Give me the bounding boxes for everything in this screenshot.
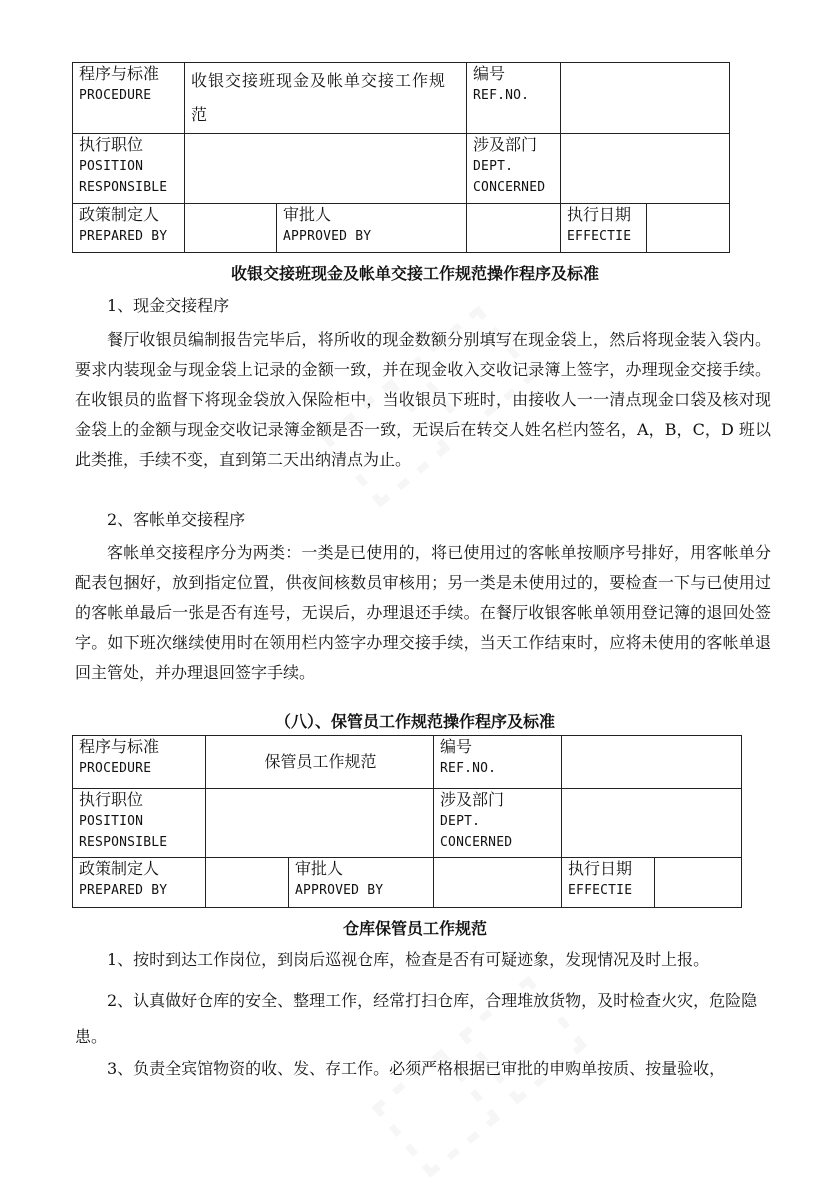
dept-label-cell bbox=[434, 789, 562, 858]
approved-value-cell bbox=[467, 204, 561, 253]
refno-label-cell bbox=[467, 63, 561, 134]
prepared-label-zh: 政策制定人 bbox=[79, 859, 160, 878]
procedure-label-cell bbox=[73, 63, 185, 134]
dept-label-zh: 涉及部门 bbox=[440, 790, 505, 809]
position-value-cell bbox=[206, 789, 434, 858]
prepared-label-en: PREPARED BY bbox=[79, 229, 168, 244]
procedure-label-en: PROCEDURE bbox=[79, 761, 152, 776]
procedure-title-cell bbox=[206, 736, 434, 789]
approved-label-en: APPROVED BY bbox=[295, 883, 384, 898]
refno-value-cell bbox=[562, 736, 742, 789]
procedure-table-1 bbox=[72, 62, 730, 253]
position-label-en1: POSITION bbox=[79, 814, 144, 829]
approved-label-en: APPROVED BY bbox=[283, 229, 372, 244]
procedure-title: 保管员工作规范 bbox=[264, 751, 377, 771]
section-title: 1、现金交接程序 bbox=[107, 296, 230, 315]
procedure-label-en: PROCEDURE bbox=[79, 88, 152, 103]
effective-label-zh: 执行日期 bbox=[568, 859, 633, 878]
refno-label-cell bbox=[434, 736, 562, 789]
prepared-value-cell bbox=[185, 204, 277, 253]
position-label-en1: POSITION bbox=[79, 159, 144, 174]
prepared-label-en: PREPARED BY bbox=[79, 883, 168, 898]
approved-label-zh: 审批人 bbox=[283, 205, 332, 224]
section-heading: 仓库保管员工作规范 bbox=[342, 919, 487, 938]
prepared-label-zh: 政策制定人 bbox=[79, 205, 160, 224]
position-label-cell bbox=[73, 789, 206, 858]
paragraph: 客帐单交接程序分为两类：一类是已使用的，将已使用过的客帐单按顺序号排好，用客帐单分配表包捆好，放到指定位置，供夜间核数员审核用；另一类是未使用过的，要检查一下与已使用过的客帐单最后一张是否有连号，无误后，办理退还手续。在餐厅收银客帐单领用登记簿的退回处签字。如下班次继续使用时在领用栏内签字办理交接手续，当天工作结束时，应将未使用的客帐单退回主管处，并办理退回签字手续。 bbox=[75, 543, 771, 682]
procedure-title: 收银交接班现金及帐单交接工作规范 bbox=[191, 71, 447, 124]
rule-item-text: 2、认真做好仓库的安全、整理工作，经常打扫仓库，合理堆放货物，及时检查火灾，危险隐患。 bbox=[75, 991, 758, 1046]
prepared-value-cell bbox=[206, 858, 289, 908]
effective-value-cell bbox=[655, 858, 742, 908]
dept-label-cell bbox=[467, 134, 561, 204]
procedure-label-zh: 程序与标准 bbox=[79, 64, 160, 83]
dept-label-zh: 涉及部门 bbox=[473, 135, 538, 154]
rule-item: 3、负责全宾馆物资的收、发、存工作。必须严格根据已审批的申购单按质、按量验收， bbox=[107, 1059, 726, 1078]
approved-label-cell bbox=[277, 204, 467, 253]
effective-label-en: EFFECTIE bbox=[567, 229, 632, 244]
approved-value-cell bbox=[434, 858, 562, 908]
procedure-label-cell bbox=[73, 736, 206, 789]
refno-label-en: REF.NO. bbox=[440, 761, 497, 776]
effective-value-cell bbox=[647, 204, 730, 253]
position-label-en2: RESPONSIBLE bbox=[79, 180, 168, 195]
refno-label-zh: 编号 bbox=[440, 737, 473, 756]
rule-item bbox=[75, 983, 771, 1055]
position-label-zh: 执行职位 bbox=[79, 790, 144, 809]
effective-label-zh: 执行日期 bbox=[567, 205, 632, 224]
position-label-cell bbox=[73, 134, 185, 204]
paragraph: 餐厅收银员编制报告完毕后，将所收的现金数额分别填写在现金袋上，然后将现金装入袋内。要求内装现金与现金袋上记录的金额一致，并在现金收入交收记录簿上签字，办理现金交接手续。在收银员的监督下将现金袋放入保险柜中，当收银员下班时，由接收人一一清点现金口袋及核对现金袋上的金额与现金交收记录簿金额是否一致，无误后在转交人姓名栏内签名，A，B，C，D 班以此类推，手续不变，直到第二天出纳清点为止。 bbox=[75, 330, 771, 469]
dept-label-en1: DEPT. bbox=[440, 814, 481, 829]
refno-label-en: REF.NO. bbox=[473, 88, 530, 103]
section-heading: 收银交接班现金及帐单交接工作规范操作程序及标准 bbox=[230, 264, 599, 283]
procedure-title-cell bbox=[185, 63, 467, 134]
refno-value-cell bbox=[561, 63, 730, 134]
section-title: 2、客帐单交接程序 bbox=[107, 510, 246, 529]
position-label-en2: RESPONSIBLE bbox=[79, 835, 168, 850]
approved-label-cell bbox=[289, 858, 434, 908]
prepared-label-cell bbox=[73, 204, 185, 253]
dept-label-en2: CONCERNED bbox=[440, 835, 513, 850]
dept-label-en1: DEPT. bbox=[473, 159, 514, 174]
position-value-cell bbox=[185, 134, 467, 204]
procedure-table-2 bbox=[72, 735, 742, 908]
procedure-label-zh: 程序与标准 bbox=[79, 737, 160, 756]
dept-label-en2: CONCERNED bbox=[473, 180, 546, 195]
section-heading: （八）、保管员工作规范操作程序及标准 bbox=[274, 712, 555, 731]
rule-item: 1、按时到达工作岗位，到岗后巡视仓库，检查是否有可疑迹象，发现情况及时上报。 bbox=[107, 950, 710, 969]
dept-value-cell bbox=[561, 134, 730, 204]
effective-label-cell bbox=[561, 204, 647, 253]
position-label-zh: 执行职位 bbox=[79, 135, 144, 154]
effective-label-en: EFFECTIE bbox=[568, 883, 633, 898]
approved-label-zh: 审批人 bbox=[295, 859, 344, 878]
dept-value-cell bbox=[562, 789, 742, 858]
refno-label-zh: 编号 bbox=[473, 64, 506, 83]
prepared-label-cell bbox=[73, 858, 206, 908]
effective-label-cell bbox=[562, 858, 655, 908]
